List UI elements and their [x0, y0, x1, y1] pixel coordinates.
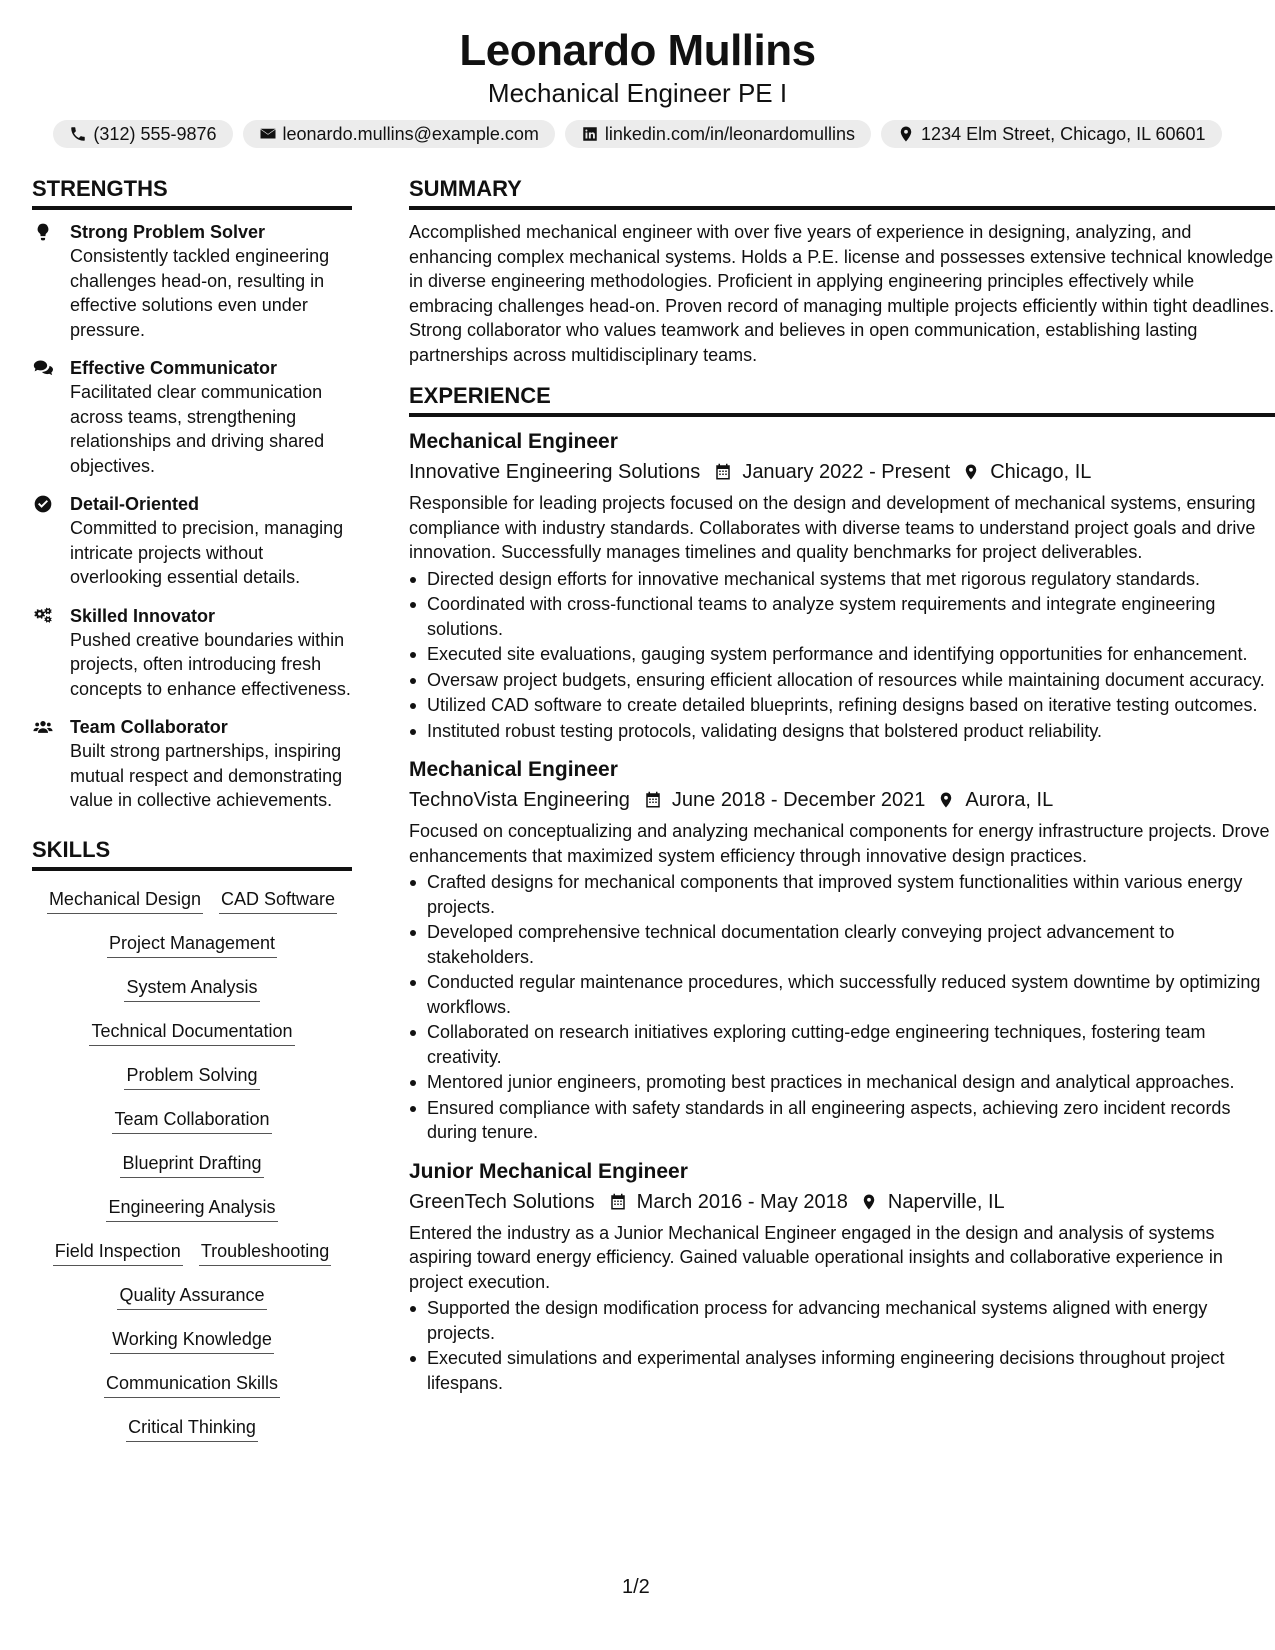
- contact-linkedin[interactable]: [565, 120, 871, 148]
- contact-phone-text: (312) 555-9876: [93, 124, 217, 144]
- lightbulb-icon: [32, 222, 54, 242]
- calendar-icon: [714, 462, 732, 482]
- bullet-item: Executed simulations and experimental analyses informing engineering decisions throughout project lifespans.: [409, 1346, 1275, 1395]
- strength-name: Skilled Innovator: [70, 605, 216, 626]
- contact-phone[interactable]: [53, 120, 232, 148]
- summary-heading: SUMMARY: [409, 176, 1275, 210]
- skill-tag: Technical Documentation: [89, 1019, 294, 1046]
- strength-desc: Consistently tackled engineering challenges head-on, resulting in effective solutions even under pressure.: [70, 246, 330, 340]
- bullet-item: Supported the design modification process for advancing mechanical systems aligned with energy projects.: [409, 1296, 1275, 1345]
- strength-item: [32, 220, 352, 342]
- comments-icon: [32, 358, 54, 378]
- linkedin-icon: [581, 125, 599, 143]
- bullet-item: Utilized CAD software to create detailed blueprints, refining designs based on iterative testing outcomes.: [409, 693, 1275, 718]
- contact-address-text: 1234 Elm Street, Chicago, IL 60601: [921, 124, 1206, 144]
- summary-text: Accomplished mechanical engineer with over five years of experience in designing, analyzing, and enhancing complex mechanical systems. Holds a P.E. license and possesses extensive technical knowledge in diverse engineering methodologies. Proficient in applying engineering principles effectively while embracing challenges head-on. Proven record of managing multiple projects efficiently within tight deadlines. Strong collaborator who values teamwork and believes in open communication, establishing lasting partnerships across multidisciplinary teams.: [409, 222, 1275, 365]
- map-pin-icon: [962, 462, 980, 482]
- job-description: Entered the industry as a Junior Mechanical Engineer engaged in the design and analysis of systems aspiring toward energy efficiency. Gained valuable operational insights and collaborative experience in project execution.: [409, 1222, 1223, 1292]
- skill-tag: Quality Assurance: [117, 1283, 266, 1310]
- job-location: Chicago, IL: [990, 461, 1092, 483]
- skill-tag: Critical Thinking: [126, 1415, 258, 1442]
- skill-tag: Engineering Analysis: [106, 1195, 277, 1222]
- bullet-item: Crafted designs for mechanical components that improved system functionalities within various energy projects.: [409, 870, 1275, 919]
- contact-bar: [0, 120, 1275, 148]
- job-meta: [409, 785, 1275, 815]
- job-company: GreenTech Solutions: [409, 1190, 595, 1213]
- map-pin-icon: [860, 1192, 878, 1212]
- calendar-icon: [609, 1192, 627, 1212]
- check-circle-icon: [32, 494, 54, 514]
- job-location: Aurora, IL: [965, 789, 1054, 811]
- strength-desc: Committed to precision, managing intricate projects without overlooking essential details.: [70, 518, 344, 587]
- job-dates: June 2018 - December 2021: [671, 789, 926, 811]
- bullet-item: Developed comprehensive technical documentation clearly conveying project advancement to stakeholders.: [409, 920, 1275, 969]
- skill-tag: Mechanical Design: [47, 887, 203, 914]
- job-meta: [409, 457, 1275, 487]
- skill-tag: CAD Software: [219, 887, 337, 914]
- strength-desc: Facilitated clear communication across teams, strengthening relationships and driving shared objectives.: [70, 382, 325, 476]
- contact-email-text: leonardo.mullins@example.com: [282, 124, 539, 144]
- skills-list: [32, 887, 352, 1442]
- job-entry: [409, 755, 1275, 1145]
- calendar-icon: [644, 790, 662, 810]
- job-company: TechnoVista Engineering: [409, 789, 630, 811]
- job-dates: January 2022 - Present: [742, 461, 951, 483]
- job-company: Innovative Engineering Solutions: [409, 461, 701, 483]
- contact-email[interactable]: [243, 120, 555, 148]
- strength-desc: Pushed creative boundaries within projects, often introducing fresh concepts to enhance effectiveness.: [70, 629, 351, 699]
- bullet-item: Coordinated with cross-functional teams to analyze system requirements and integrate engineering solutions.: [409, 592, 1275, 641]
- job-meta: [409, 1187, 1275, 1217]
- strength-desc: Built strong partnerships, inspiring mutual respect and demonstrating value in collective achievements.: [70, 741, 343, 810]
- skill-tag: Field Inspection: [53, 1239, 183, 1266]
- job-title: Mechanical Engineer: [409, 758, 618, 781]
- job-description: Focused on conceptualizing and analyzing mechanical components for energy infrastructure projects. Drove enhancements that maximized system efficiency through innovative design practices.: [409, 821, 1270, 866]
- map-pin-icon: [937, 790, 955, 810]
- strength-name: Detail-Oriented: [70, 494, 200, 514]
- skill-tag: Blueprint Drafting: [120, 1151, 263, 1178]
- strengths-heading: STRENGTHS: [32, 176, 352, 210]
- job-entry: [409, 1157, 1275, 1396]
- envelope-icon: [259, 125, 277, 143]
- strength-name: Effective Communicator: [70, 358, 278, 378]
- strength-item: [32, 356, 352, 478]
- strength-item: [32, 604, 352, 702]
- resume-body: [32, 176, 1275, 1459]
- map-pin-icon: [897, 125, 915, 143]
- skill-tag: Problem Solving: [124, 1063, 259, 1090]
- strength-item: [32, 492, 352, 590]
- skill-tag: Troubleshooting: [199, 1239, 331, 1266]
- contact-linkedin-text: linkedin.com/in/leonardomullins: [604, 124, 856, 144]
- job-entry: [409, 427, 1275, 743]
- job-title: Mechanical Engineer: [409, 430, 618, 453]
- phone-icon: [69, 125, 87, 143]
- strength-item: [32, 715, 352, 813]
- skill-tag: Project Management: [107, 931, 277, 958]
- bullet-item: Oversaw project budgets, ensuring efficient allocation of resources while maintaining document accuracy.: [409, 668, 1275, 693]
- bullet-item: Executed site evaluations, gauging system performance and identifying opportunities for enhancement.: [409, 642, 1275, 667]
- skills-heading: SKILLS: [32, 837, 352, 871]
- candidate-title: Mechanical Engineer PE I: [487, 78, 788, 108]
- page-number: 1/2: [622, 1576, 650, 1598]
- job-bullets: [409, 567, 1275, 744]
- bullet-item: Mentored junior engineers, promoting best practices in mechanical design and analytical approaches.: [409, 1070, 1275, 1095]
- bullet-item: Conducted regular maintenance procedures, which successfully reduced system downtime by optimizing workflows.: [409, 970, 1275, 1019]
- left-column: [32, 176, 352, 1459]
- job-bullets: [409, 1296, 1275, 1395]
- bullet-item: Collaborated on research initiatives exploring cutting-edge engineering techniques, fostering team creativity.: [409, 1020, 1275, 1069]
- users-icon: [32, 717, 54, 737]
- skill-tag: System Analysis: [124, 975, 259, 1002]
- job-location: Naperville, IL: [887, 1190, 1005, 1213]
- job-bullets: [409, 870, 1275, 1145]
- experience-heading: EXPERIENCE: [409, 383, 1275, 417]
- candidate-name: Leonardo Mullins: [459, 26, 816, 75]
- skill-tag: Working Knowledge: [110, 1327, 274, 1354]
- resume-header: [0, 0, 1275, 148]
- job-title: Junior Mechanical Engineer: [409, 1159, 688, 1183]
- right-column: [409, 176, 1275, 1407]
- contact-address[interactable]: [881, 120, 1222, 148]
- job-description: Responsible for leading projects focused on the design and development of mechanical systems, ensuring compliance with industry standards. Collaborates with diverse teams to understand project goals and drive innovation. Successfully manages timelines and quality benchmarks for project deliverables.: [409, 493, 1256, 562]
- bullet-item: Directed design efforts for innovative mechanical systems that met rigorous regulatory standards.: [409, 567, 1275, 592]
- skill-tag: Team Collaboration: [112, 1107, 271, 1134]
- gears-icon: [32, 606, 54, 626]
- bullet-item: Instituted robust testing protocols, validating designs that bolstered product reliability.: [409, 719, 1275, 744]
- strength-name: Strong Problem Solver: [70, 222, 266, 242]
- strength-name: Team Collaborator: [70, 717, 228, 737]
- skill-tag: Communication Skills: [104, 1371, 280, 1398]
- bullet-item: Ensured compliance with safety standards in all engineering aspects, achieving zero incident records during tenure.: [409, 1096, 1275, 1145]
- job-dates: March 2016 - May 2018: [636, 1190, 848, 1213]
